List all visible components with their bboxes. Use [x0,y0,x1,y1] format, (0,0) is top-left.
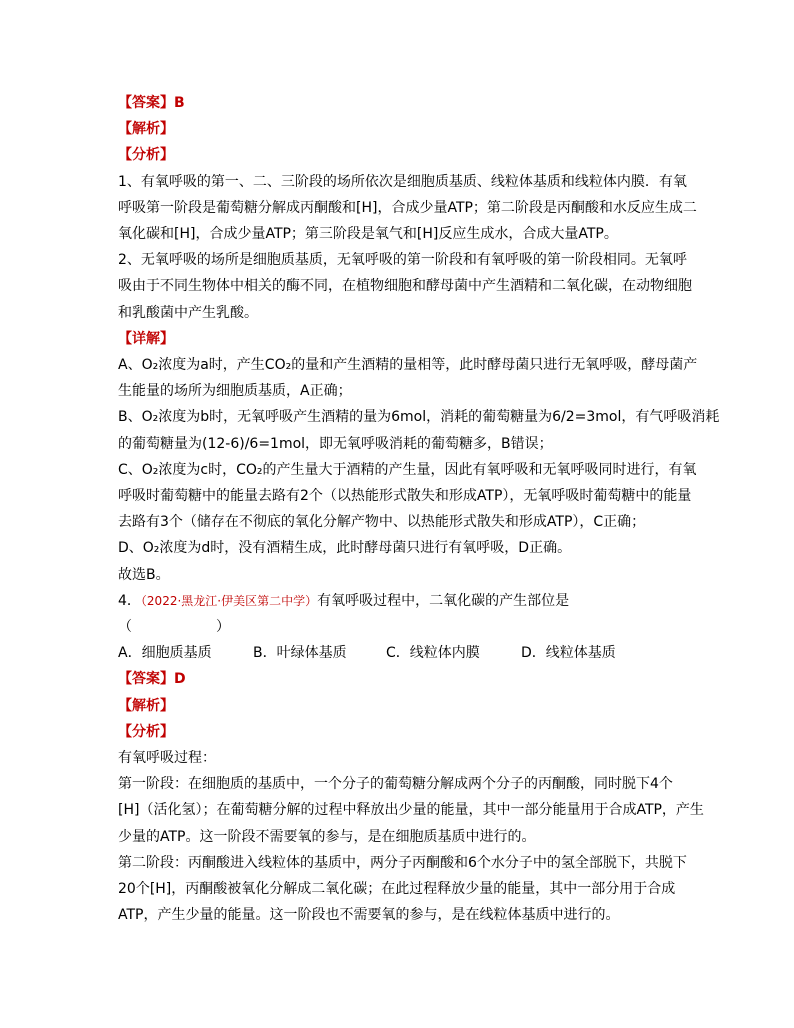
xiangjie-tag: 【详解】 [118,330,174,347]
option-a: A．细胞质基质 [118,645,212,662]
body-line: 有氧呼吸过程： [118,750,216,767]
jiexi-tag: 【解析】 [118,697,174,714]
options-row [118,640,678,666]
document-page [118,90,720,929]
detail-line: B、O₂浓度为b时，无氧呼吸产生酒精的量为6mol，消耗的葡萄糖量为6/2=3mol，有气呼吸消耗 [118,409,720,426]
detail-line: D、O₂浓度为d时，没有酒精生成，此时酵母菌只进行有氧呼吸，D正确。 [118,540,572,557]
option-c: C．线粒体内膜 [386,645,480,662]
answer-tag: 【答案】 [118,95,174,111]
answer-tag: 【答案】 [118,671,174,688]
body-line: ATP，产生少量的能量。这一阶段也不需要氧的参与，是在线粒体基质中进行的。 [118,907,620,924]
fenxi-tag: 【分析】 [118,147,174,164]
question-text: 有氧呼吸过程中，二氧化碳的产生部位是 [317,592,570,609]
jiexi-tag: 【解析】 [118,121,174,138]
detail-line: 呼吸时葡萄糖中的能量去路有2个（以热能形式散失和形成ATP），无氧呼吸时葡萄糖中的能量 [118,488,692,505]
fenxi-tag: 【分析】 [118,723,174,740]
answer-blank: （ ） [118,619,230,636]
detail-line: A、O₂浓度为a时，产生CO₂的量和产生酒精的量相等，此时酵母菌只进行无氧呼吸，酵母菌产 [118,357,698,374]
analysis-line: 2、无氧呼吸的场所是细胞质基质，无氧呼吸的第一阶段和有氧呼吸的第一阶段相同。无氧呼 [118,252,687,269]
detail-line: 的葡萄糖量为(12-6)/6=1mol，即无氧呼吸消耗的葡萄糖多，B错误； [118,435,553,452]
body-line: [H]（活化氢）；在葡萄糖分解的过程中释放出少量的能量，其中一部分能量用于合成ATP，产生 [118,802,704,819]
answer-value: D [174,671,186,688]
answer-value: B [174,95,185,111]
analysis-line: 呼吸第一阶段是葡萄糖分解成丙酮酸和[H]，合成少量ATP；第二阶段是丙酮酸和水反应生成二 [118,199,697,216]
body-line: 第一阶段：在细胞质的基质中，一个分子的葡萄糖分解成两个分子的丙酮酸，同时脱下4个 [118,776,673,793]
option-d: D．线粒体基质 [521,645,616,662]
question-source: （2022·黑龙江·伊美区第二中学） [140,593,318,608]
body-line: 第二阶段：丙酮酸进入线粒体的基质中，两分子丙酮酸和6个水分子中的氢全部脱下，共脱下 [118,854,687,871]
answer-line [118,666,678,692]
option-b: B．叶绿体基质 [253,645,347,662]
detail-line: C、O₂浓度为c时，CO₂的产生量大于酒精的产生量，因此有氧呼吸和无氧呼吸同时进行，有氧 [118,461,697,478]
answer-line [118,90,678,116]
question-number: 4． [118,592,141,609]
body-line: 少量的ATP。这一阶段不需要氧的参与，是在细胞质基质中进行的。 [118,828,536,845]
analysis-line: 氧化碳和[H]，合成少量ATP；第三阶段是氧气和[H]反应生成水，合成大量ATP。 [118,226,618,243]
question-4-stem [118,588,678,614]
analysis-line: 1、有氧呼吸的第一、二、三阶段的场所依次是细胞质基质、线粒体基质和线粒体内膜．有氧 [118,173,687,190]
detail-line: 故选B。 [118,566,170,583]
body-line: 20个[H]，丙酮酸被氧化分解成二氧化碳；在此过程释放少量的能量，其中一部分用于合成 [118,881,676,898]
analysis-line: 和乳酸菌中产生乳酸。 [118,304,258,321]
analysis-line: 吸由于不同生物体中相关的酶不同，在植物细胞和酵母菌中产生酒精和二氧化碳，在动物细胞 [118,278,692,295]
detail-line: 去路有3个（储存在不彻底的氧化分解产物中、以热能形式散失和形成ATP），C正确； [118,514,646,531]
detail-line: 生能量的场所为细胞质基质，A正确； [118,383,352,400]
